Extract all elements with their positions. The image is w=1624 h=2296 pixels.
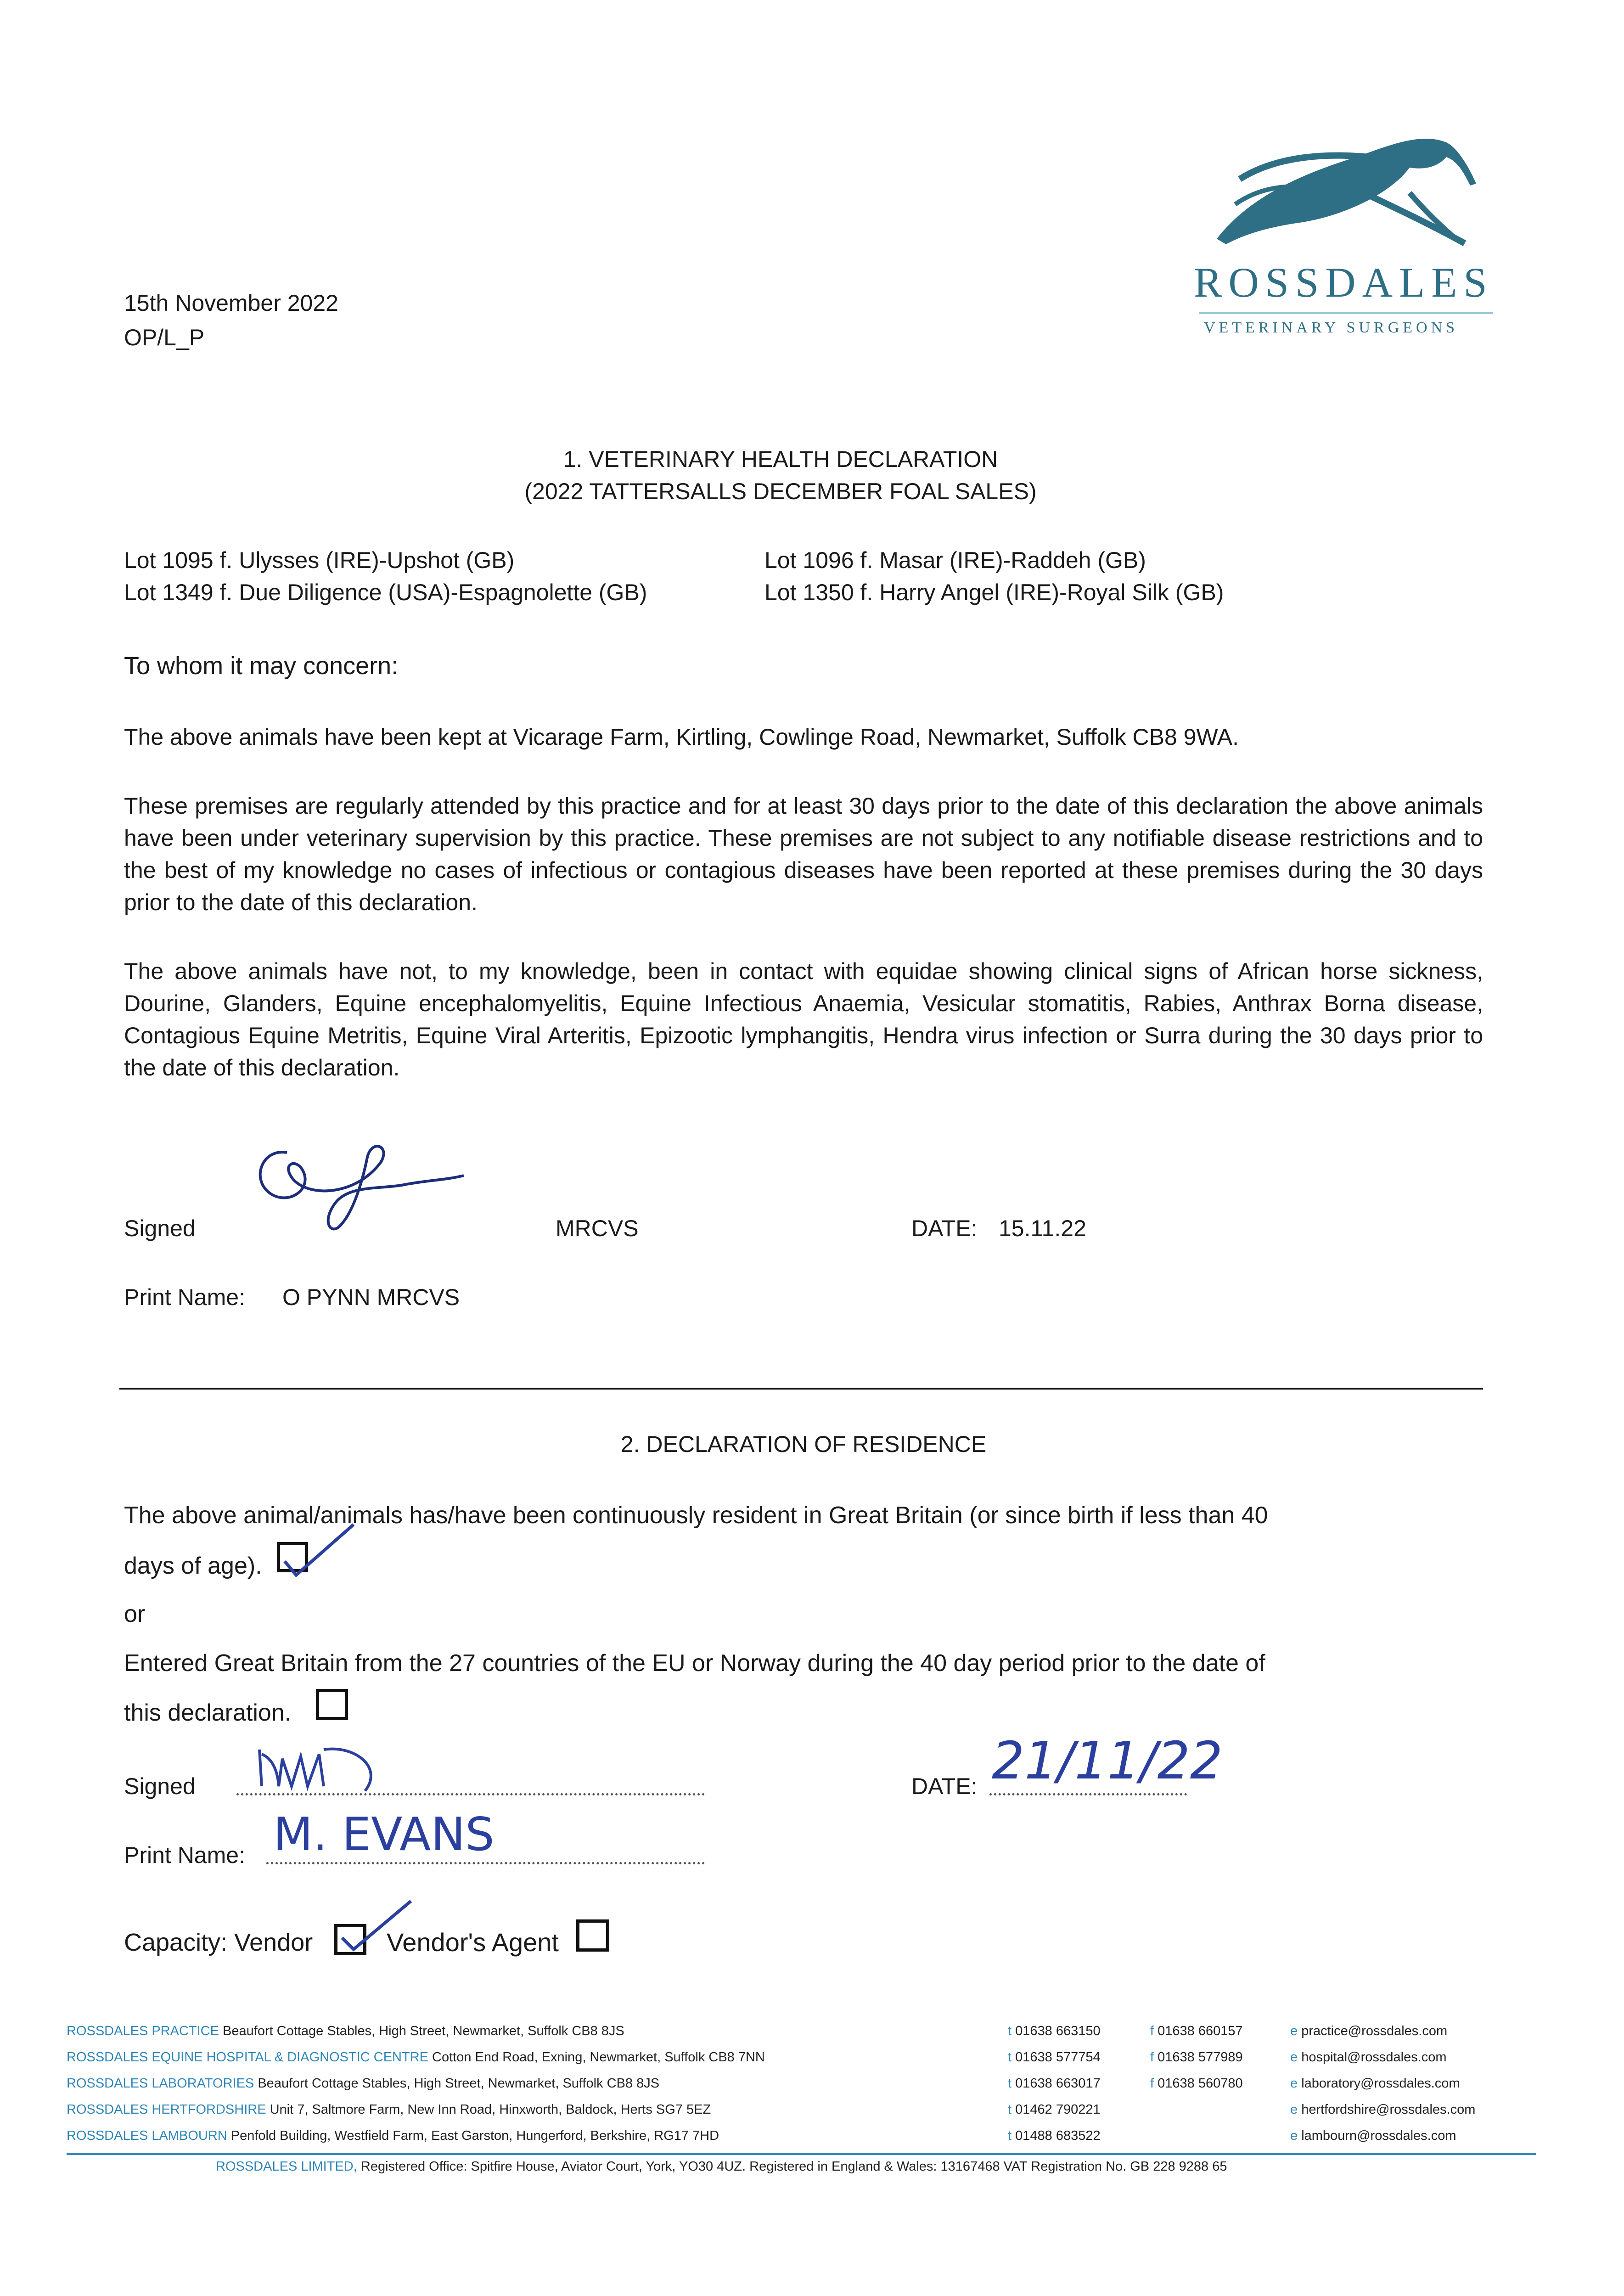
footer-tel: 01638 663017: [1015, 2076, 1101, 2091]
agent-signature: [250, 1731, 406, 1800]
footer-fax: 01638 577989: [1158, 2050, 1243, 2065]
footer-row: [67, 2097, 985, 2123]
residence-option2-line1: Entered Great Britain from the 27 countries of the EU or Norway during the 40 day period prior to the date of: [124, 1650, 1265, 1677]
vet-print-name-value: O PYNN MRCVS: [282, 1284, 460, 1310]
agent-signed-label: Signed: [124, 1773, 196, 1799]
rossdales-logo: [1194, 124, 1515, 349]
footer-tel: 01638 663150: [1015, 2024, 1101, 2038]
footer-address: Unit 7, Saltmore Farm, New Inn Road, Hinxworth, Baldock, Herts SG7 5EZ: [270, 2102, 711, 2117]
footer-email[interactable]: practice@rossdales.com: [1301, 2024, 1448, 2038]
email-prefix: e: [1290, 2050, 1298, 2065]
vet-date-value: 15.11.22: [999, 1216, 1086, 1241]
footer-row: [67, 2123, 985, 2149]
logo-tagline: VETERINARY SURGEONS: [1204, 319, 1459, 336]
vet-signed-label: Signed: [124, 1216, 196, 1241]
footer-email[interactable]: lambourn@rossdales.com: [1301, 2128, 1456, 2143]
vet-signature: [243, 1120, 482, 1240]
checkmark-icon: [271, 1515, 363, 1584]
footer-registered: [216, 2154, 1501, 2180]
letter-reference: OP/L_P: [124, 325, 205, 350]
registered-text: Registered Office: Spitfire House, Aviator Court, York, YO30 4UZ. Registered in England & Wales: 13167468 VAT Registration No. GB 228 9288 65: [360, 2159, 1227, 2174]
lot-item: Lot 1350 f. Harry Angel (IRE)-Royal Silk (GB): [764, 580, 1224, 605]
footer-address: Beaufort Cottage Stables, High Street, Newmarket, Suffolk CB8 8JS: [258, 2076, 660, 2091]
footer-block: [67, 2018, 1527, 2151]
salutation: To whom it may concern:: [124, 652, 399, 680]
email-prefix: e: [1290, 2024, 1298, 2038]
footer-tel: 01488 683522: [1015, 2128, 1101, 2143]
tel-prefix: t: [1008, 2050, 1012, 2065]
or-text: or: [124, 1601, 146, 1627]
footer-email-column: [1290, 2018, 1529, 2149]
footer-email[interactable]: hertfordshire@rossdales.com: [1301, 2102, 1476, 2117]
lot-item: Lot 1096 f. Masar (IRE)-Raddeh (GB): [764, 547, 1146, 573]
footer-address: Cotton End Road, Exning, Newmarket, Suffolk CB8 7NN: [432, 2050, 765, 2065]
fax-prefix: f: [1150, 2050, 1154, 2065]
residence-checkbox-eu[interactable]: [316, 1689, 348, 1720]
section1-subtitle: (2022 TATTERSALLS DECEMBER FOAL SALES): [524, 478, 1037, 504]
footer-row: [67, 2018, 985, 2044]
section-divider: [119, 1388, 1483, 1390]
paragraph-diseases: The above animals have not, to my knowledge, been in contact with equidae showing clinical signs of African horse sickness, Dourine, Glanders, Equine encephalomyelitis, Equine Infectious Anaemia, Vesicular stomatitis, Rabies, Anthrax Borna disease, Contagious Equine Metritis, Equine Viral Arteritis, Epizootic lymphangitis, Hendra virus infection or Surra during the 30 days prior to the date of this declaration.: [124, 958, 1483, 1080]
residence-option2-line2: this declaration.: [124, 1699, 292, 1726]
email-prefix: e: [1290, 2128, 1298, 2143]
footer-org: ROSSDALES PRACTICE: [67, 2024, 219, 2038]
vet-mrcvs-label: MRCVS: [556, 1216, 639, 1241]
lot-item: Lot 1349 f. Due Diligence (USA)-Espagnolette (GB): [124, 580, 647, 605]
residence-option1-line1: The above animal/animals has/have been continuously resident in Great Britain (or since birth if less than 40: [124, 1502, 1268, 1529]
section1-title: 1. VETERINARY HEALTH DECLARATION: [563, 446, 998, 472]
tel-prefix: t: [1008, 2076, 1012, 2091]
logo-name: ROSSDALES: [1194, 259, 1494, 306]
tel-prefix: t: [1008, 2128, 1012, 2143]
footer-fax-column: [1150, 2018, 1288, 2097]
agent-print-name-handwritten: M. EVANS: [273, 1807, 495, 1861]
footer-tel: 01462 790221: [1015, 2102, 1101, 2117]
footer-tel: 01638 577754: [1015, 2050, 1101, 2065]
footer-fax: 01638 560780: [1158, 2076, 1243, 2091]
footer-email[interactable]: laboratory@rossdales.com: [1301, 2076, 1460, 2091]
agent-date-label: DATE:: [911, 1773, 978, 1799]
agent-print-name-label: Print Name:: [124, 1842, 245, 1868]
fax-prefix: f: [1150, 2076, 1154, 2091]
capacity-label: Capacity: Vendor: [124, 1929, 313, 1956]
tel-prefix: t: [1008, 2024, 1012, 2038]
capacity-vendors-agent-checkbox[interactable]: [576, 1919, 609, 1952]
agent-date-handwritten: 21/11/22: [992, 1731, 1223, 1791]
footer-row: [67, 2044, 985, 2071]
vet-date-label: DATE:: [911, 1216, 978, 1241]
footer-org: ROSSDALES LAMBOURN: [67, 2128, 227, 2143]
footer-email[interactable]: hospital@rossdales.com: [1301, 2050, 1447, 2065]
residence-option1-line2: days of age).: [124, 1553, 262, 1579]
vet-print-name-label: Print Name:: [124, 1284, 245, 1310]
logo-underline: [1199, 312, 1493, 314]
paragraph-supervision: These premises are regularly attended by this practice and for at least 30 days prior to the date of this declaration the above animals have been under veterinary supervision by this practice. These premises are not subject to any notifiable disease restrictions and to the best of my knowledge no cases of infectious or contagious diseases have been reported at these premises during the 30 days prior to the date of this declaration.: [124, 793, 1483, 915]
fax-prefix: f: [1150, 2024, 1154, 2038]
tel-prefix: t: [1008, 2102, 1012, 2117]
footer-address: Penfold Building, Westfield Farm, East Garston, Hungerford, Berkshire, RG17 7HD: [230, 2128, 719, 2143]
email-prefix: e: [1290, 2076, 1298, 2091]
letter-date: 15th November 2022: [124, 290, 338, 316]
section2-title: 2. DECLARATION OF RESIDENCE: [620, 1431, 987, 1457]
registered-org: ROSSDALES LIMITED,: [216, 2159, 357, 2174]
footer-org: ROSSDALES LABORATORIES: [67, 2076, 254, 2091]
footer-org-column: [67, 2018, 985, 2149]
agent-date-line: [989, 1793, 1187, 1795]
footer-fax: 01638 660157: [1158, 2024, 1243, 2038]
footer-row: [67, 2071, 985, 2097]
horse-logo-icon: [1208, 124, 1483, 248]
footer-tel-column: [1008, 2018, 1146, 2149]
footer-address: Beaufort Cottage Stables, High Street, Newmarket, Suffolk CB8 8JS: [223, 2024, 624, 2038]
footer-org: ROSSDALES EQUINE HOSPITAL & DIAGNOSTIC CENTRE: [67, 2050, 428, 2065]
agent-print-name-line: [266, 1862, 705, 1864]
lot-item: Lot 1095 f. Ulysses (IRE)-Upshot (GB): [124, 547, 515, 573]
vendors-agent-label: Vendor's Agent: [387, 1928, 559, 1957]
paragraph-premises: The above animals have been kept at Vicarage Farm, Kirtling, Cowlinge Road, Newmarket, Suffolk CB8 9WA.: [124, 724, 1239, 750]
footer-org: ROSSDALES HERTFORDSHIRE: [67, 2102, 266, 2117]
email-prefix: e: [1290, 2102, 1298, 2117]
